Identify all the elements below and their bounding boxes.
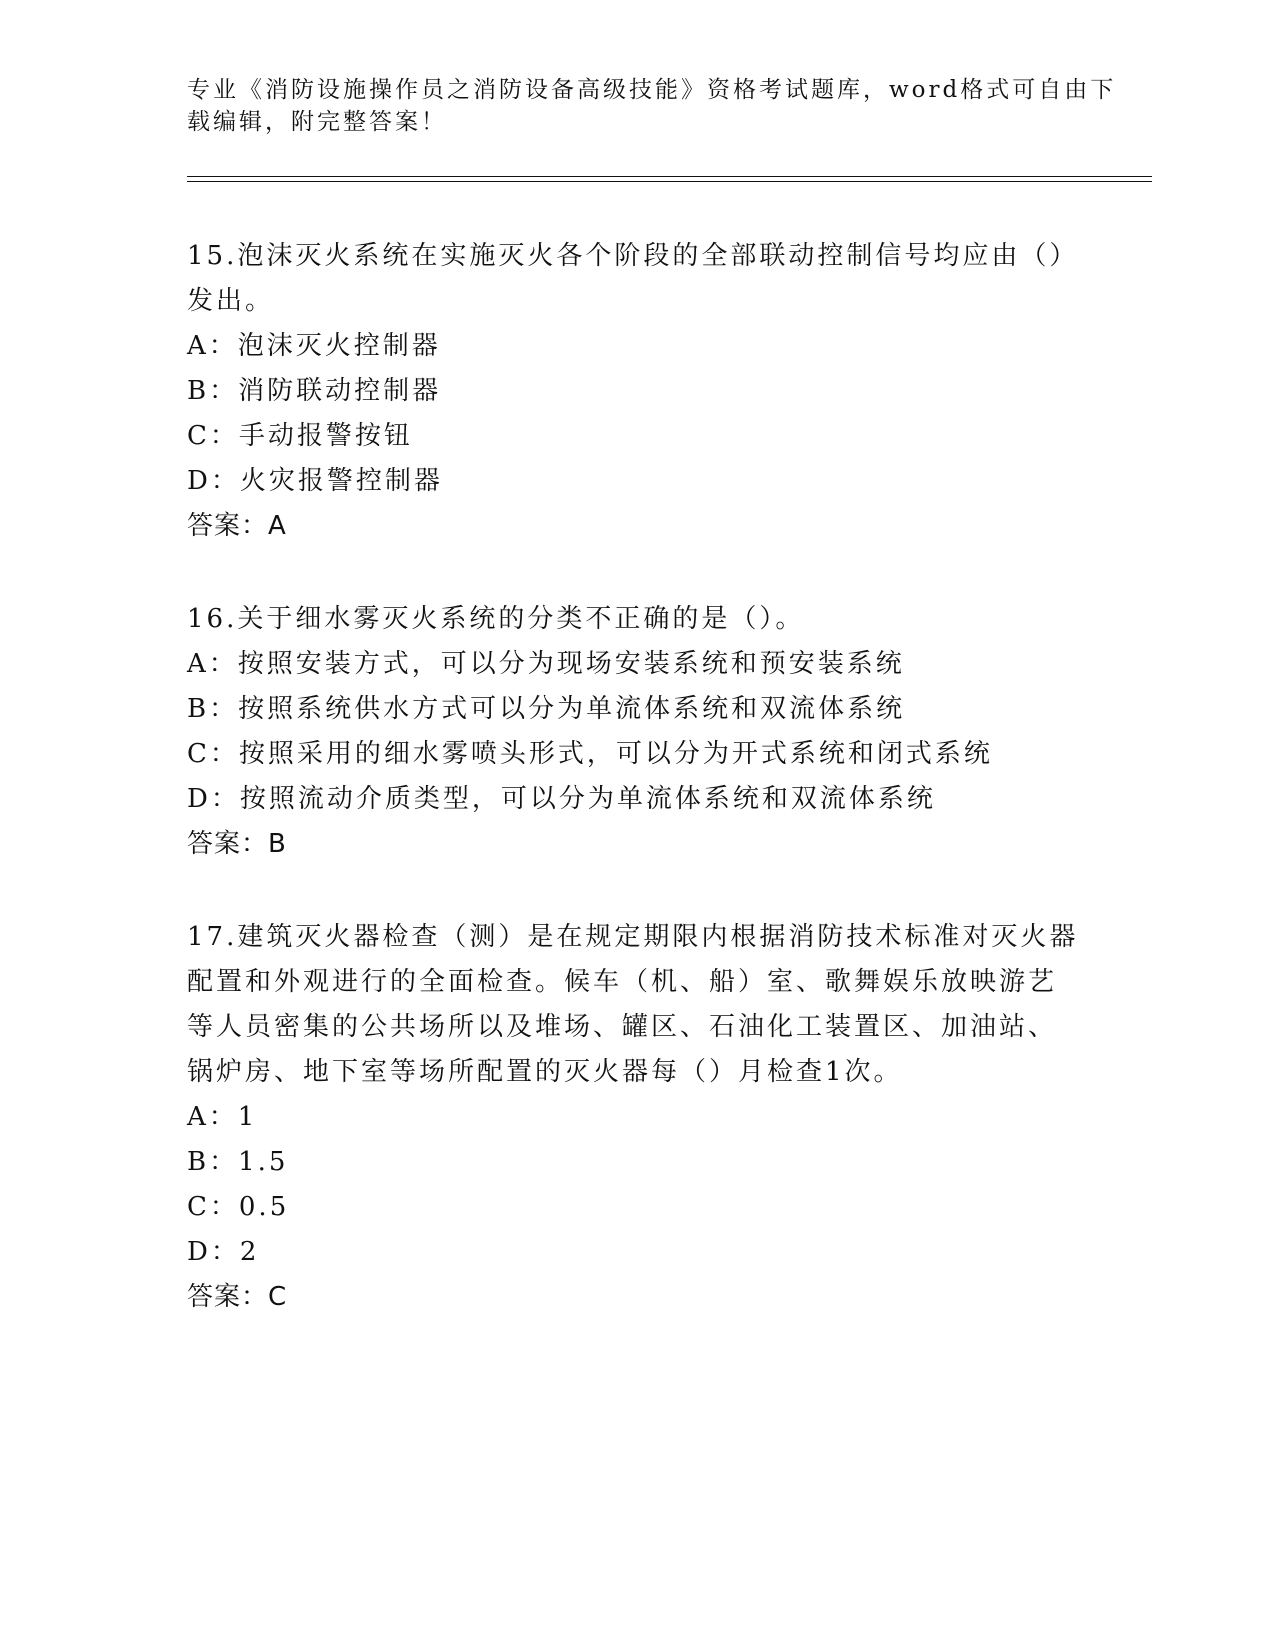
question-stem-line: 15.泡沫灭火系统在实施灭火各个阶段的全部联动控制信号均应由（） [187,241,1079,271]
question-15 [187,234,1087,549]
question-stem-line: 等人员密集的公共场所以及堆场、罐区、石油化工装置区、加油站、 [187,1012,1058,1042]
option-b: B：按照系统供水方式可以分为单流体系统和双流体系统 [187,694,906,724]
question-17 [187,915,1087,1320]
option-a: A：按照安装方式，可以分为现场安装系统和预安装系统 [187,649,905,679]
option-d: D：按照流动介质类型，可以分为单流体系统和双流体系统 [187,784,936,814]
question-stem-line: 锅炉房、地下室等场所配置的灭火器每（）月检查1次。 [187,1057,903,1087]
header-line-1: 专业《消防设施操作员之消防设备高级技能》资格考试题库，word格式可自由下 [187,77,1117,103]
option-d: D：2 [187,1237,260,1267]
header-line-2: 载编辑，附完整答案！ [187,109,447,135]
header-divider [187,176,1152,182]
option-c: C：0.5 [187,1192,290,1222]
question-stem-line: 配置和外观进行的全面检查。候车（机、船）室、歌舞娱乐放映游艺 [187,967,1058,997]
answer-label: 答案：B [187,829,287,859]
question-stem-line: 17.建筑灭火器检查（测）是在规定期限内根据消防技术标准对灭火器 [187,922,1079,952]
question-stem-line: 发出。 [187,286,275,316]
option-c: C：按照采用的细水雾喷头形式，可以分为开式系统和闭式系统 [187,739,993,769]
question-stem-line: 16.关于细水雾灭火系统的分类不正确的是（）。 [187,604,805,634]
answer-label: 答案：A [187,511,287,541]
answer-label: 答案：C [187,1282,288,1312]
option-b: B：消防联动控制器 [187,376,442,406]
option-b: B：1.5 [187,1147,289,1177]
document-header [187,74,1117,138]
question-16 [187,597,1087,867]
option-d: D：火灾报警控制器 [187,466,443,496]
option-a: A：1 [187,1102,258,1132]
option-a: A：泡沫灭火控制器 [187,331,441,361]
option-c: C：手动报警按钮 [187,421,413,451]
